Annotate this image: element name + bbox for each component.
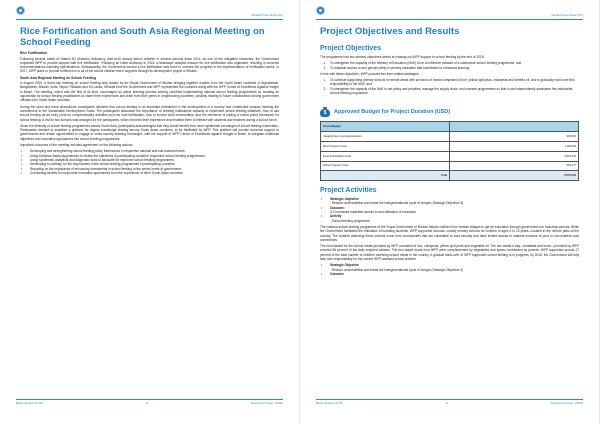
item-label: • Outcome: bbox=[330, 205, 345, 210]
total-label: Total bbox=[321, 171, 450, 181]
right-page-content bbox=[320, 26, 579, 278]
paragraph: During the open and frank discussions, participants declared that school feeding is an important investment in the development of a country and contributed towards meeting the commitment to the Sustainable Development Goals. The participants discussed the importance of creating institutional capacity to implement school feeding initiatives; how to use school feeding as an entry point for complementary activities such as food fortification; how to involve local communities; and the relevance of having a robust policy framework for school feeding. A visit to two schools was arranged for the participants, which enriched their experience and enabled them to interact with students and teachers during a school lunch. bbox=[20, 104, 279, 122]
cost-value: 900,000 bbox=[450, 132, 579, 142]
table-row bbox=[321, 141, 579, 151]
item-label: • Activity bbox=[330, 214, 342, 219]
cost-value: 1,184,000 bbox=[450, 141, 579, 151]
list-item: • Using evidence-based approaches to review the objectives of participating countries' respective school feeding programmes; bbox=[27, 154, 279, 158]
wfp-logo-icon bbox=[16, 6, 25, 15]
money-bag-icon: $ bbox=[320, 107, 330, 117]
page-footer bbox=[16, 399, 283, 405]
header-cell bbox=[450, 122, 579, 132]
item-text: 4.2 Increased equitable access to and utilization of education bbox=[330, 210, 417, 215]
item-text: : Reduce undernutrition and break the intergenerational cycle of hunger (Strategic Objective 4) bbox=[330, 267, 464, 272]
footer-country: Bhutan (Kingdom of) (BT) bbox=[16, 402, 44, 405]
paragraph: Following several cases of vitamin B1 (thiamin) deficiency (beri-beri) among school children in several schools since 2011, as one of the mitigation measures, the Government requested WFP to provide support with rice fortification. Following an initial workshop in 2015, a landscape analysis mission for rice fortification was organised, resulting in concrete recommendations including specifications. Subsequently, the Government formed a rice fortification task force to oversee the progress in the implementation of fortification works. In 2017, WFP plans to provide fortified rice to all of the school children that it supports through its development project in Bhutan. bbox=[20, 56, 279, 74]
paragraph: In August 2016, a three-day meeting on school feeding was hosted by the Royal Government of Bhutan bringing together experts from the South Asian countries of Afghanistan, Bangladesh, Bhutan, India, Nepal, Pakistan and Sri Lanka. Officials from the Government and WFP represented the countries along with the WFP Centre of Excellence Against Hunger in Brazil. The meeting, which was the first of its kind, encouraged an active learning process among countries implementing national school feeding programmes by creating an opportunity for school feeding practitioners to share their experiences and learn from their peers in neighbouring countries, possibly leading to future collaboration among government officials from South-Asian countries. bbox=[20, 81, 279, 103]
header-report-title: Standard Project Report 2017 bbox=[551, 14, 583, 17]
list-item: 2. To strengthen the capacity of the MoE to set policy and priorities, manage the supply chain, and oversee programmes so that it can independently administer the nationwide school feeding programme. bbox=[327, 87, 579, 96]
page-title: Rice Fortification and South Asia Regional Meeting on School Feeding bbox=[20, 26, 265, 48]
objectives-list bbox=[327, 61, 579, 70]
footer-page-number: 11 bbox=[145, 402, 149, 405]
footer-project: Development Project - 200300 bbox=[250, 402, 283, 405]
section-heading: South Asia Regional Meeting on School Feeding bbox=[20, 75, 96, 80]
item-label: • Strategic Objective bbox=[330, 197, 359, 202]
page-footer bbox=[316, 399, 583, 405]
header-divider bbox=[16, 19, 283, 20]
list-item: 1. To strengthen the capacity of the Ministry of Education (MoE) to be an effective steward of a nationwide school feeding programme; and bbox=[327, 61, 579, 65]
table-header-row bbox=[321, 122, 579, 132]
list-item bbox=[327, 197, 579, 206]
list-item: • Developing a roadmap for the way forward of the school feeding programmes in participating countries; bbox=[27, 162, 279, 166]
paragraph: The food basket for the school meals provided by WFP consisted of rice, chickpeas, yellow split peas and vegetable oil. The two meals a day—breakfast and lunch—provided by WFP covered 56 percent of the daily required calories. The four staple foods from WFP were complemented by vegetables and spices contributed by parents. WFP supported around 27 percent of the total number of children receiving school meals in the country. A gradual hand-over of WFP supported school feeding is in progress; by 2018, the Government will fully take over responsibility for the current WFP-assisted school children. bbox=[320, 244, 579, 262]
table-total-row bbox=[321, 171, 579, 181]
list-item: • Using systematic analytical and diagnostic tools to advocate for improved school feeding programmes; bbox=[27, 158, 279, 162]
list-item bbox=[327, 206, 579, 215]
section-heading-activities: Project Activities bbox=[320, 187, 377, 195]
list-item: • Conducting studies to incorporate innovative approaches from the experience of other South Asian countries. bbox=[27, 171, 279, 175]
cost-category: Capacity Dev.t and Augmentation bbox=[321, 132, 450, 142]
item-text: : School feeding programme bbox=[330, 218, 371, 223]
budget-table bbox=[320, 121, 579, 181]
footer-page-number: 12 bbox=[445, 402, 449, 405]
header-cell: Cost Category bbox=[321, 122, 450, 132]
header-divider bbox=[316, 19, 583, 20]
paragraph: Given the diversity of school feeding programmes across South Asia, participants acknowledged that they would benefit from more systematic exchanges of school feeding information. Participants decided to establish a platform for regular knowledge sharing among South Asian countries, to be facilitated by WFP. This platform will provide technical support to governments and create opportunities to engage in cross-country learning exchanges, with the support of WFP Centre of Excellence against Hunger in Brazil, to integrate nutritional objectives and innovative approaches into school feeding programmes. bbox=[20, 123, 279, 141]
cost-category: Indirect Support Costs bbox=[321, 161, 450, 171]
paragraph: The programme had two primary objectives aimed at phasing out WFP support to school feeding by the end of 2018: bbox=[320, 55, 485, 59]
page-title: Project Objectives and Results bbox=[320, 26, 460, 37]
footer-project: Development Project - 200300 bbox=[550, 402, 583, 405]
footer-country: Bhutan (Kingdom of) (BT) bbox=[316, 402, 344, 405]
total-value: 8,579,519 bbox=[450, 171, 579, 181]
list-item bbox=[327, 272, 579, 276]
section-heading: Rice Fortification bbox=[20, 51, 47, 55]
list-item: • Reporting on the importance of enhancing investments in school feeding to the senior levels of government; bbox=[27, 167, 279, 171]
paragraph: The national school feeding programme of the Royal Government of Bhutan helped children from remote villages to get an education through government-run boarding schools. While the Government facilitated the education of boarding students, WFP supported schools—mostly primary schools for children of ages 6 to 15 years—located in the remote parts of the country. The children attending these schools come from communities that are vulnerable to food security and have limited access to markets because of poor or non-existent road connections. bbox=[320, 224, 579, 242]
list-item: 1. To continue supporting primary schools in remote areas with provision of meals comprised of rice, yellow split peas, chickpeas and fortified oil, and to gradually hand over this responsibility to the MoE; and, bbox=[327, 78, 579, 87]
outcomes-list bbox=[27, 149, 279, 175]
list-item bbox=[327, 263, 579, 272]
wfp-logo-icon bbox=[316, 6, 325, 15]
left-page-content bbox=[20, 26, 279, 177]
item-label: • Strategic Objective bbox=[330, 263, 359, 268]
footer-divider bbox=[316, 399, 583, 400]
list-item bbox=[327, 214, 579, 223]
list-item: 2. To maintain access to and gender parity in primary education that contributes to enhanced learning. bbox=[327, 66, 579, 70]
page-header bbox=[16, 6, 283, 20]
activities-list-2 bbox=[327, 263, 579, 276]
page-header bbox=[316, 6, 583, 20]
table-row bbox=[321, 132, 579, 142]
table-row bbox=[321, 161, 579, 171]
paragraph: Important outcomes of the meeting included agreement on the following actions: bbox=[20, 143, 134, 148]
budget-title-text: Approved Budget for Project Duration (USD) bbox=[334, 109, 451, 116]
item-label: • Outcome bbox=[330, 271, 344, 276]
header-report-title: Standard Project Report 2017 bbox=[251, 14, 283, 17]
section-heading-objectives: Project Objectives bbox=[320, 45, 382, 52]
table-row bbox=[321, 151, 579, 161]
budget-title bbox=[320, 107, 579, 117]
list-item: • Developing and strengthening school feeding policy frameworks in respective national and sub-national levels; bbox=[27, 149, 279, 153]
cost-value: 5,934,242 bbox=[450, 151, 579, 161]
cost-value: 561,277 bbox=[450, 161, 579, 171]
cost-category: Food and Related Costs bbox=[321, 151, 450, 161]
right-page bbox=[300, 0, 600, 424]
paragraph: In line with these objectives, WFP pursued two inter-related strategies: bbox=[320, 71, 420, 76]
item-text: : Reduce undernutrition and break the intergenerational cycle of hunger (Strategic Objective 4) bbox=[330, 201, 464, 206]
activities-list bbox=[327, 197, 579, 223]
footer-divider bbox=[16, 399, 283, 400]
cost-category: Direct Support Costs bbox=[321, 141, 450, 151]
strategies-list bbox=[327, 78, 579, 95]
